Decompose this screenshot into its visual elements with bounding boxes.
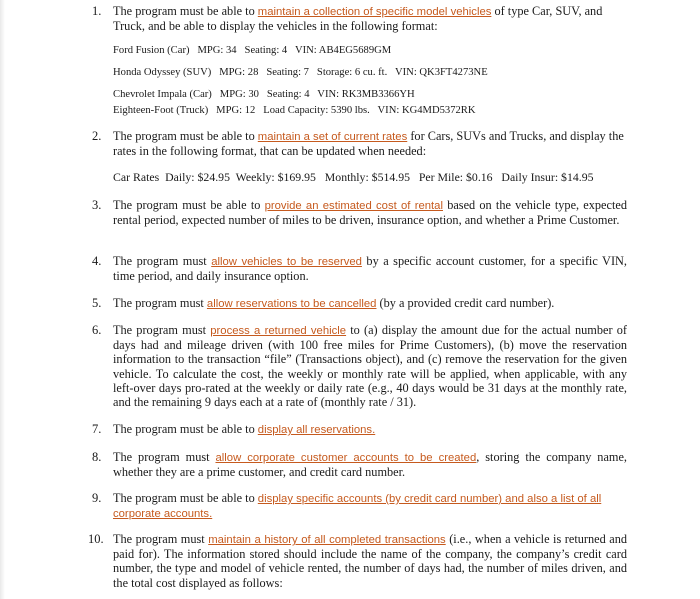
item-number: 4. bbox=[92, 254, 102, 268]
item-text: The program must allow reservations to be cancelled (by a provided credit card number). bbox=[113, 296, 555, 310]
item-number: 7. bbox=[92, 422, 102, 436]
item-text: The program must process a returned vehicle to (a) display the amount due for the actual number of days had and mileage driven (with 100 free miles for Prime Customers), (b) move the reservation information to the transaction “file” (Transactions object), and (c) remove the reservation for the given vehicle. To calculate the cost, the weekly or monthly rate will be applied, when applicable, with any left-over days pro-rated at the weekly or daily rate (e.g., 40 days would be 31 days at the monthly rate, and the remaining 9 days each at a rate of (monthly rate / 31). bbox=[113, 323, 627, 410]
item-number: 1. bbox=[92, 4, 102, 18]
item-text: The program must allow corporate customer accounts to be created, storing the company name, whether they are a prime customer, and credit card number. bbox=[113, 450, 627, 480]
car-rates-example: Car Rates Daily: $24.95 Weekly: $169.95 Monthly: $514.95 Per Mile: $0.16 Daily Insur: $14.95 bbox=[113, 170, 594, 184]
requirement-link[interactable]: maintain a set of current rates bbox=[257, 131, 408, 143]
item-number: 5. bbox=[92, 296, 102, 310]
requirement-link[interactable]: maintain a collection of specific model vehicles bbox=[257, 6, 492, 18]
item-text: The program must be able to provide an estimated cost of rental based on the vehicle type, expected rental period, expected number of miles to be driven, insurance option, and whether a Prime Customer. bbox=[113, 198, 628, 228]
requirement-link[interactable]: allow reservations to be cancelled bbox=[206, 298, 377, 310]
requirement-link[interactable]: allow vehicles to be reserved bbox=[211, 256, 362, 268]
item-number: 10. bbox=[88, 532, 104, 546]
requirement-link[interactable]: display specific accounts (by credit card number) and also a list of all corporate accounts. bbox=[113, 493, 602, 521]
vehicle-example-3: Chevrolet Impala (Car) MPG: 30 Seating: 4 VIN: RK3MB3366YH bbox=[113, 89, 415, 100]
item-number: 2. bbox=[92, 129, 102, 143]
requirement-link[interactable]: process a returned vehicle bbox=[210, 325, 347, 337]
requirement-link[interactable]: provide an estimated cost of rental bbox=[264, 200, 443, 212]
item-number: 6. bbox=[92, 323, 102, 337]
vehicle-example-4: Eighteen-Foot (Truck) MPG: 12 Load Capacity: 5390 lbs. VIN: KG4MD5372RK bbox=[113, 105, 476, 116]
vehicle-example-1: Ford Fusion (Car) MPG: 34 Seating: 4 VIN: AB4EG5689GM bbox=[113, 45, 392, 56]
item-text: The program must be able to display specific accounts (by credit card number) and also a list of all corporate accounts. bbox=[113, 491, 602, 521]
requirement-link[interactable]: display all reservations. bbox=[257, 424, 376, 436]
item-number: 8. bbox=[92, 450, 102, 464]
requirement-link[interactable]: maintain a history of all completed transactions bbox=[208, 534, 446, 546]
item-number: 9. bbox=[92, 491, 102, 505]
item-number: 3. bbox=[92, 198, 102, 212]
item-text: The program must be able to maintain a set of current rates for Cars, SUVs and Trucks, and display the rates in the following format, that can be updated when needed: bbox=[113, 129, 624, 159]
item-text: The program must allow vehicles to be reserved by a specific account customer, for a specific VIN, time period, and daily insurance option. bbox=[113, 254, 627, 284]
item-text: The program must be able to display all reservations. bbox=[113, 422, 376, 436]
item-text: The program must be able to maintain a collection of specific model vehicles of type Car, SUV, and Truck, and be able to display the vehicles in the following format: bbox=[113, 4, 603, 34]
item-text: The program must maintain a history of all completed transactions (i.e., when a vehicle is returned and paid for). The information stored should include the name of the company, the company’s credit card number, the type and model of vehicle rented, the number of days had, the number of miles driven, and the total cost displayed as follows: bbox=[113, 532, 627, 590]
vehicle-example-2: Honda Odyssey (SUV) MPG: 28 Seating: 7 Storage: 6 cu. ft. VIN: QK3FT4273NE bbox=[113, 67, 488, 78]
requirement-link[interactable]: allow corporate customer accounts to be created bbox=[215, 452, 477, 464]
